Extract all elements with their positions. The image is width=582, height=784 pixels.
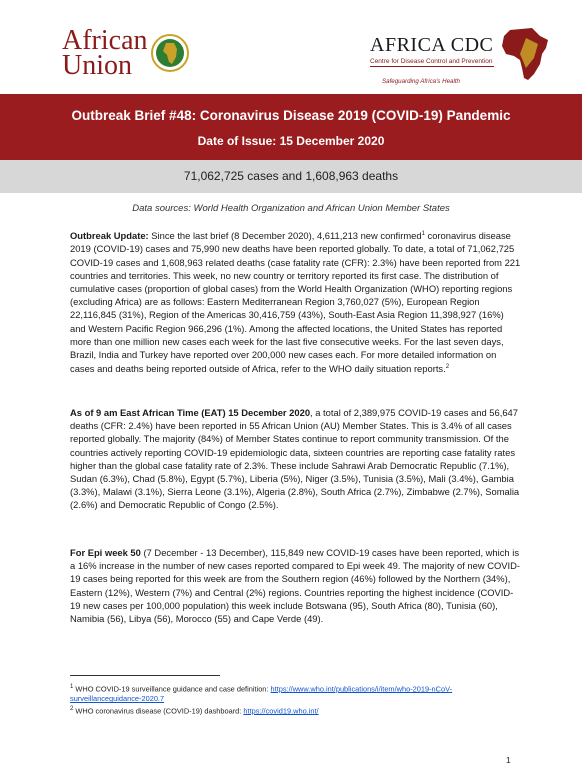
footnote-1 [70,682,522,704]
outbreak-update-text-a: Since the last brief (8 December 2020), 4,611,213 new confirmed [148,230,422,242]
footnote-1-number: 1 [70,684,74,690]
footnote-ref-1[interactable]: 1 [421,231,425,237]
au-emblem-icon [150,32,190,74]
footnote-divider [70,675,220,676]
footnote-2-text: WHO coronavirus disease (COVID-19) dashboard: [73,706,244,716]
outbreak-update-text-b: coronavirus disease 2019 (COVID-19) cases and 75,990 new deaths have been reported globally. To date, a total of 71,062,725 COVID-19 cases and 1,608,963 related deaths (case fatality rate (CFR): 2.3%) have been reported from 221 countries and territories. This week, no new country or territory reported its first case. The distribution of cumulative cases (proportion of global cases) from the World Health Organization (WHO) reporting regions (excluding Africa) are as follows: Eastern Mediterranean Region 3,760,027 (5%), European Region 22,116,845 (31%), Region of the Americas 30,416,759 (43%), South-East Asia Region 11,398,927 (16%) and Western Pacific Region 966,296 (1%). Among the affected locations, the United States has reported more than one million new cases each week for the last five consecutive weeks. For the last seven days, Brazil, India and Turkey have reported over 200,000 new cases each. For more detailed information on cases and deaths being reported outside of Africa, refer to the WHO daily situation reports. [70,230,521,375]
title-band [0,94,582,160]
outbreak-update-lead: Outbreak Update: [70,230,149,242]
document-header [0,0,582,92]
au-logo-line1: African [62,25,148,56]
africa-status-lead: As of 9 am East African Time (EAT) 15 December 2020 [70,407,311,418]
footnote-2-number: 2 [70,706,74,712]
african-union-logo [62,25,202,81]
au-logo-line2: Union [62,50,132,81]
cdc-tagline: Safeguarding Africa's Health [382,78,460,85]
epi-week-paragraph [70,546,522,625]
footnote-1-text: WHO COVID-19 surveillance guidance and case definition: [73,684,271,694]
africa-status-paragraph [70,406,522,512]
epi-week-text: (7 December - 13 December), 115,849 new COVID-19 cases have been reported, which is a 16% increase in the number of new cases reported compared to Epi week 49. The majority of new COVID-19 cases being reported for this week are from the Southern region (46%) followed by the Northern (34%), Eastern (12%), Western (7%) and Central (2%) regions. Countries reporting the highest incidence (COVID-19 new cases per 100,000 population) this week include Botswana (95), South Africa (80), Tunisia (60), Namibia (56), Libya (56), Morocco (55) and Cape Verde (49). [70,547,521,625]
data-sources: Data sources: World Health Organization and African Union Member States [132,203,450,214]
outbreak-update-paragraph [70,228,522,375]
page-number: 1 [506,755,511,765]
africa-map-icon [496,24,556,86]
footnote-2-link[interactable]: https://covid19.who.int/ [243,706,319,716]
cdc-divider [370,66,494,67]
summary-band [0,160,582,193]
footnote-ref-2[interactable]: 2 [445,364,450,371]
cdc-title: AFRICA CDC [370,34,494,56]
africa-cdc-logo [360,28,560,90]
africa-status-text: , a total of 2,389,975 COVID-19 cases and 56,647 deaths (CFR: 2.4%) have been reported in 55 African Union (AU) Member States. This is 3.4% of all cases reported globally. The majority (84%) of Member States continue to report community transmission. Of the countries actively reporting COVID-19 epidemiologic data, sixteen countries are reporting case fatality rates higher than the global case fatality rate of 2.3%. These include Sahrawi Arab Democratic Republic (7.1%), Sudan (6.3%), Chad (5.8%), Egypt (5.7%), Liberia (5%), Niger (3.5%), Tunisia (3.5%), Mali (3.4%), Gambia (3.3%), Malawi (3.1%), Sierra Leone (3.1%), Algeria (2.8%), South Africa (2.7%), Zimbabwe (2.7%), Somalia (2.6%) and Democratic Republic of Congo (2.5%). [70,407,520,511]
global-summary: 71,062,725 cases and 1,608,963 deaths [183,169,399,183]
cdc-subtitle: Centre for Disease Control and Prevention [370,58,493,65]
footnote-2 [70,704,522,716]
footnote-1-link[interactable]: https://www.who.int/publications/i/item/who-2019-nCoV-surveillanceguidance-2020.7 [70,684,453,704]
brief-title: Outbreak Brief #48: Coronavirus Disease 2019 (COVID-19) Pandemic [71,108,511,123]
issue-date: Date of Issue: 15 December 2020 [197,134,385,148]
epi-week-lead: For Epi week 50 [70,547,141,558]
au-logo-text [62,25,148,81]
